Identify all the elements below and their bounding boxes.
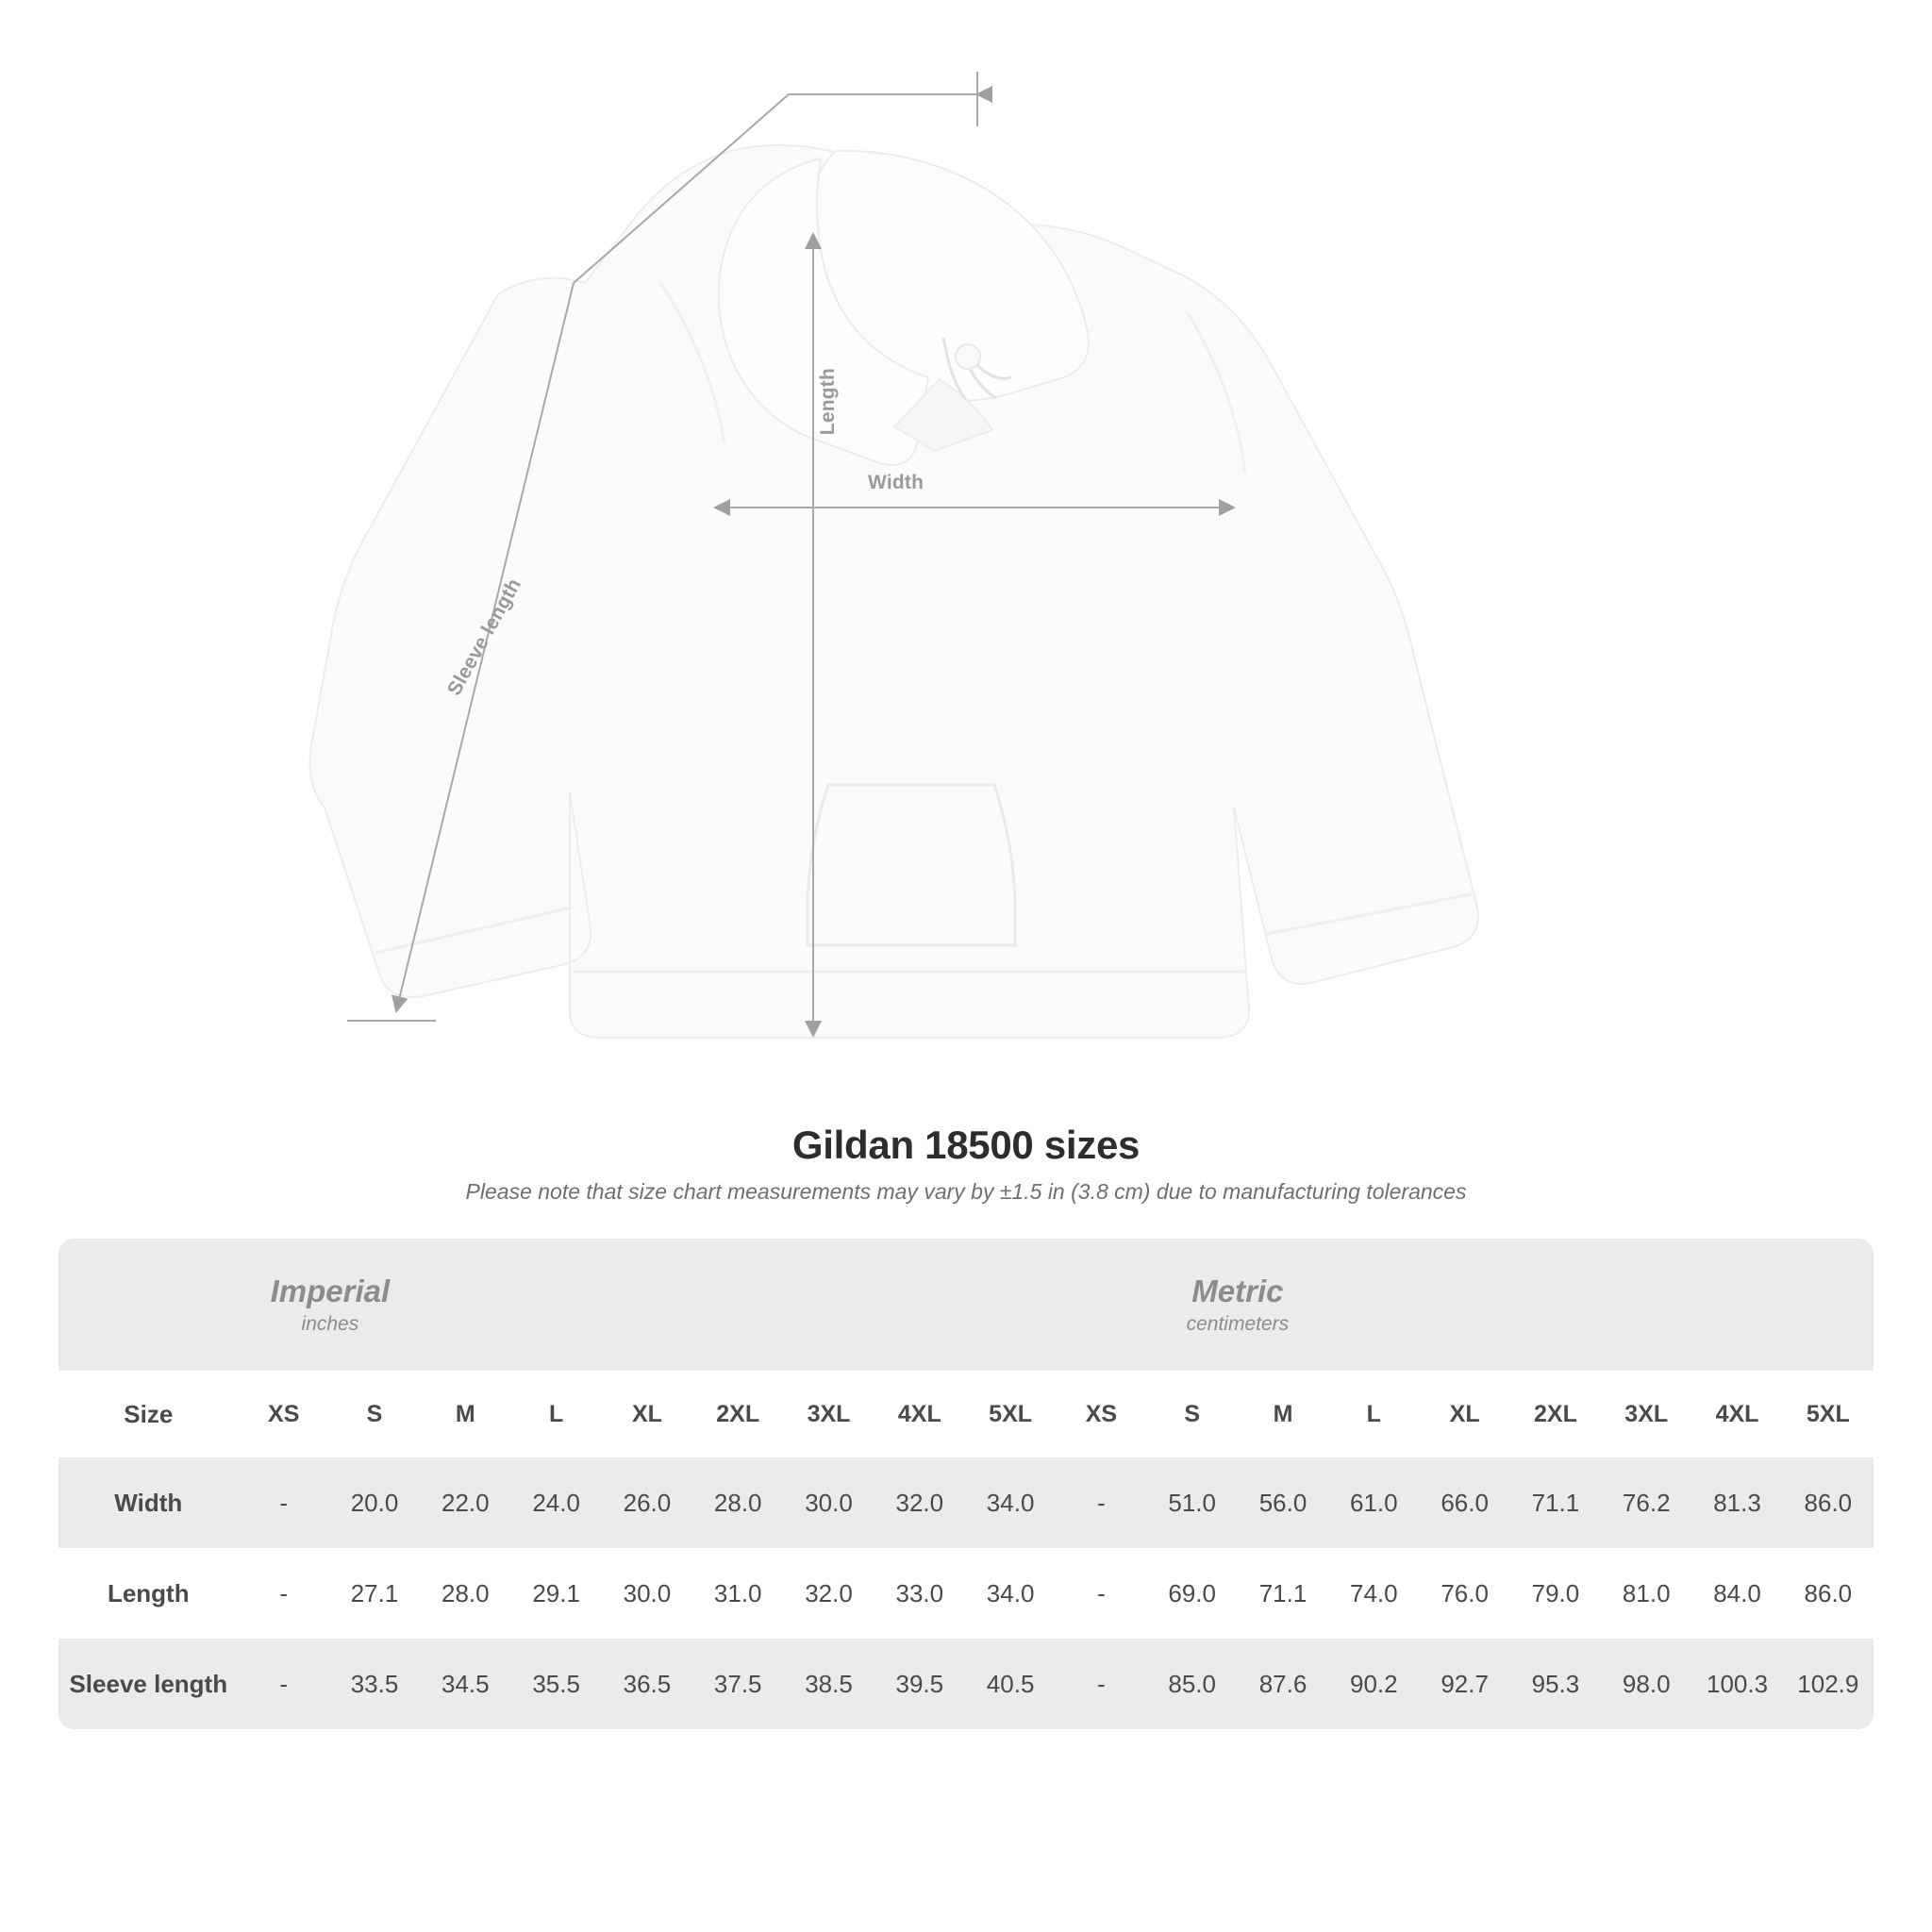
cell-sleeve-14: 95.3 [1510, 1639, 1601, 1729]
row-label-sleeve-length: Sleeve length [58, 1639, 239, 1729]
cell-sleeve-3: 35.5 [510, 1639, 601, 1729]
unit-group-metric-spacer [1419, 1239, 1874, 1371]
unit-group-metric-name: Metric [1191, 1273, 1284, 1308]
cell-length-2: 28.0 [441, 1578, 490, 1607]
cell-width-1: 20.0 [329, 1457, 420, 1548]
cell-length-10: 69.0 [1168, 1578, 1216, 1607]
cell-length-13: 76.0 [1441, 1578, 1489, 1607]
cell-length-7: 33.0 [895, 1578, 944, 1607]
cell-width-3: 24.0 [510, 1457, 601, 1548]
cell-length-9: - [1097, 1578, 1106, 1607]
cell-length-12: 74.0 [1350, 1578, 1398, 1607]
column-header-m-metric: M [1238, 1371, 1328, 1457]
unit-group-imperial-sub: inches [301, 1312, 359, 1335]
size-header-row [58, 1371, 1874, 1457]
cell-length-8: 34.0 [986, 1578, 1035, 1607]
table-row [58, 1548, 1874, 1639]
cell-width-8: 34.0 [965, 1457, 1056, 1548]
column-header-xl-imperial: XL [602, 1371, 692, 1457]
cell-width-12: 61.0 [1328, 1457, 1419, 1548]
cell-width-6: 30.0 [783, 1457, 874, 1548]
length-dimension-label: Length [817, 368, 839, 436]
row-label-width: Width [58, 1457, 239, 1548]
cell-sleeve-1: 33.5 [329, 1639, 420, 1729]
size-table-wrapper [58, 1239, 1874, 1729]
column-header-4xl-imperial: 4XL [874, 1371, 965, 1457]
column-header-3xl-metric: 3XL [1601, 1371, 1691, 1457]
unit-group-imperial [58, 1239, 602, 1371]
column-header-l-imperial: L [510, 1371, 601, 1457]
unit-group-metric-sub: centimeters [1186, 1312, 1290, 1335]
title-block [0, 1123, 1932, 1205]
cell-length-14: 79.0 [1531, 1578, 1580, 1607]
cell-width-7: 32.0 [874, 1457, 965, 1548]
cell-sleeve-13: 92.7 [1419, 1639, 1509, 1729]
cell-sleeve-16: 100.3 [1691, 1639, 1782, 1729]
table-row [58, 1457, 1874, 1548]
cell-width-2: 22.0 [420, 1457, 510, 1548]
column-header-5xl-metric: 5XL [1783, 1371, 1874, 1457]
cell-sleeve-7: 39.5 [874, 1639, 965, 1729]
cell-sleeve-5: 37.5 [692, 1639, 783, 1729]
column-header-xl-metric: XL [1419, 1371, 1509, 1457]
column-header-2xl-metric: 2XL [1510, 1371, 1601, 1457]
cell-width-0: - [239, 1457, 329, 1548]
row-label-length: Length [107, 1578, 190, 1607]
column-header-xs-metric: XS [1056, 1371, 1146, 1457]
cell-width-11: 56.0 [1238, 1457, 1328, 1548]
cell-length-5: 31.0 [713, 1578, 762, 1607]
size-table [58, 1239, 1874, 1729]
column-header-size: Size [58, 1371, 239, 1457]
table-row [58, 1639, 1874, 1729]
cell-sleeve-17: 102.9 [1783, 1639, 1874, 1729]
cell-length-0: - [279, 1578, 289, 1607]
cell-sleeve-11: 87.6 [1238, 1639, 1328, 1729]
column-header-5xl-imperial: 5XL [965, 1371, 1056, 1457]
column-header-l-metric: L [1328, 1371, 1419, 1457]
cell-length-1: 27.1 [350, 1578, 399, 1607]
cell-width-15: 76.2 [1601, 1457, 1691, 1548]
column-header-m-imperial: M [420, 1371, 510, 1457]
unit-group-metric [1056, 1239, 1419, 1371]
cell-length-6: 32.0 [805, 1578, 853, 1607]
cell-sleeve-6: 38.5 [783, 1639, 874, 1729]
column-header-xs-imperial: XS [239, 1371, 329, 1457]
cell-sleeve-4: 36.5 [602, 1639, 692, 1729]
cell-width-13: 66.0 [1419, 1457, 1509, 1548]
cell-width-14: 71.1 [1510, 1457, 1601, 1548]
cell-length-3: 29.1 [532, 1578, 580, 1607]
cell-length-16: 84.0 [1713, 1578, 1761, 1607]
cell-width-17: 86.0 [1783, 1457, 1874, 1548]
cell-width-10: 51.0 [1147, 1457, 1238, 1548]
cell-sleeve-10: 85.0 [1147, 1639, 1238, 1729]
column-header-2xl-imperial: 2XL [692, 1371, 783, 1457]
cell-length-17: 86.0 [1804, 1578, 1853, 1607]
unit-group-row [58, 1239, 1874, 1371]
sleeve-length-dimension-label: Sleeve length [443, 575, 526, 700]
column-header-4xl-metric: 4XL [1691, 1371, 1782, 1457]
unit-group-imperial-spacer [602, 1239, 1056, 1371]
unit-group-imperial-name: Imperial [270, 1273, 391, 1308]
cell-width-9: - [1056, 1457, 1146, 1548]
cell-width-16: 81.3 [1691, 1457, 1782, 1548]
width-dimension-label: Width [868, 472, 924, 493]
cell-sleeve-15: 98.0 [1601, 1639, 1691, 1729]
cell-sleeve-0: - [239, 1639, 329, 1729]
cell-sleeve-8: 40.5 [965, 1639, 1056, 1729]
cell-width-4: 26.0 [602, 1457, 692, 1548]
column-header-s-metric: S [1147, 1371, 1238, 1457]
cell-length-15: 81.0 [1622, 1578, 1671, 1607]
tolerance-note: Please note that size chart measurements may vary by ±1.5 in (3.8 cm) due to manufacturing tolerances [465, 1179, 1467, 1204]
cell-sleeve-2: 34.5 [420, 1639, 510, 1729]
cell-sleeve-12: 90.2 [1328, 1639, 1419, 1729]
cell-sleeve-9: - [1056, 1639, 1146, 1729]
cell-width-5: 28.0 [692, 1457, 783, 1548]
cell-length-11: 71.1 [1258, 1578, 1307, 1607]
column-header-s-imperial: S [329, 1371, 420, 1457]
cell-length-4: 30.0 [623, 1578, 672, 1607]
page-title: Gildan 18500 sizes [791, 1123, 1141, 1167]
column-header-3xl-imperial: 3XL [783, 1371, 874, 1457]
